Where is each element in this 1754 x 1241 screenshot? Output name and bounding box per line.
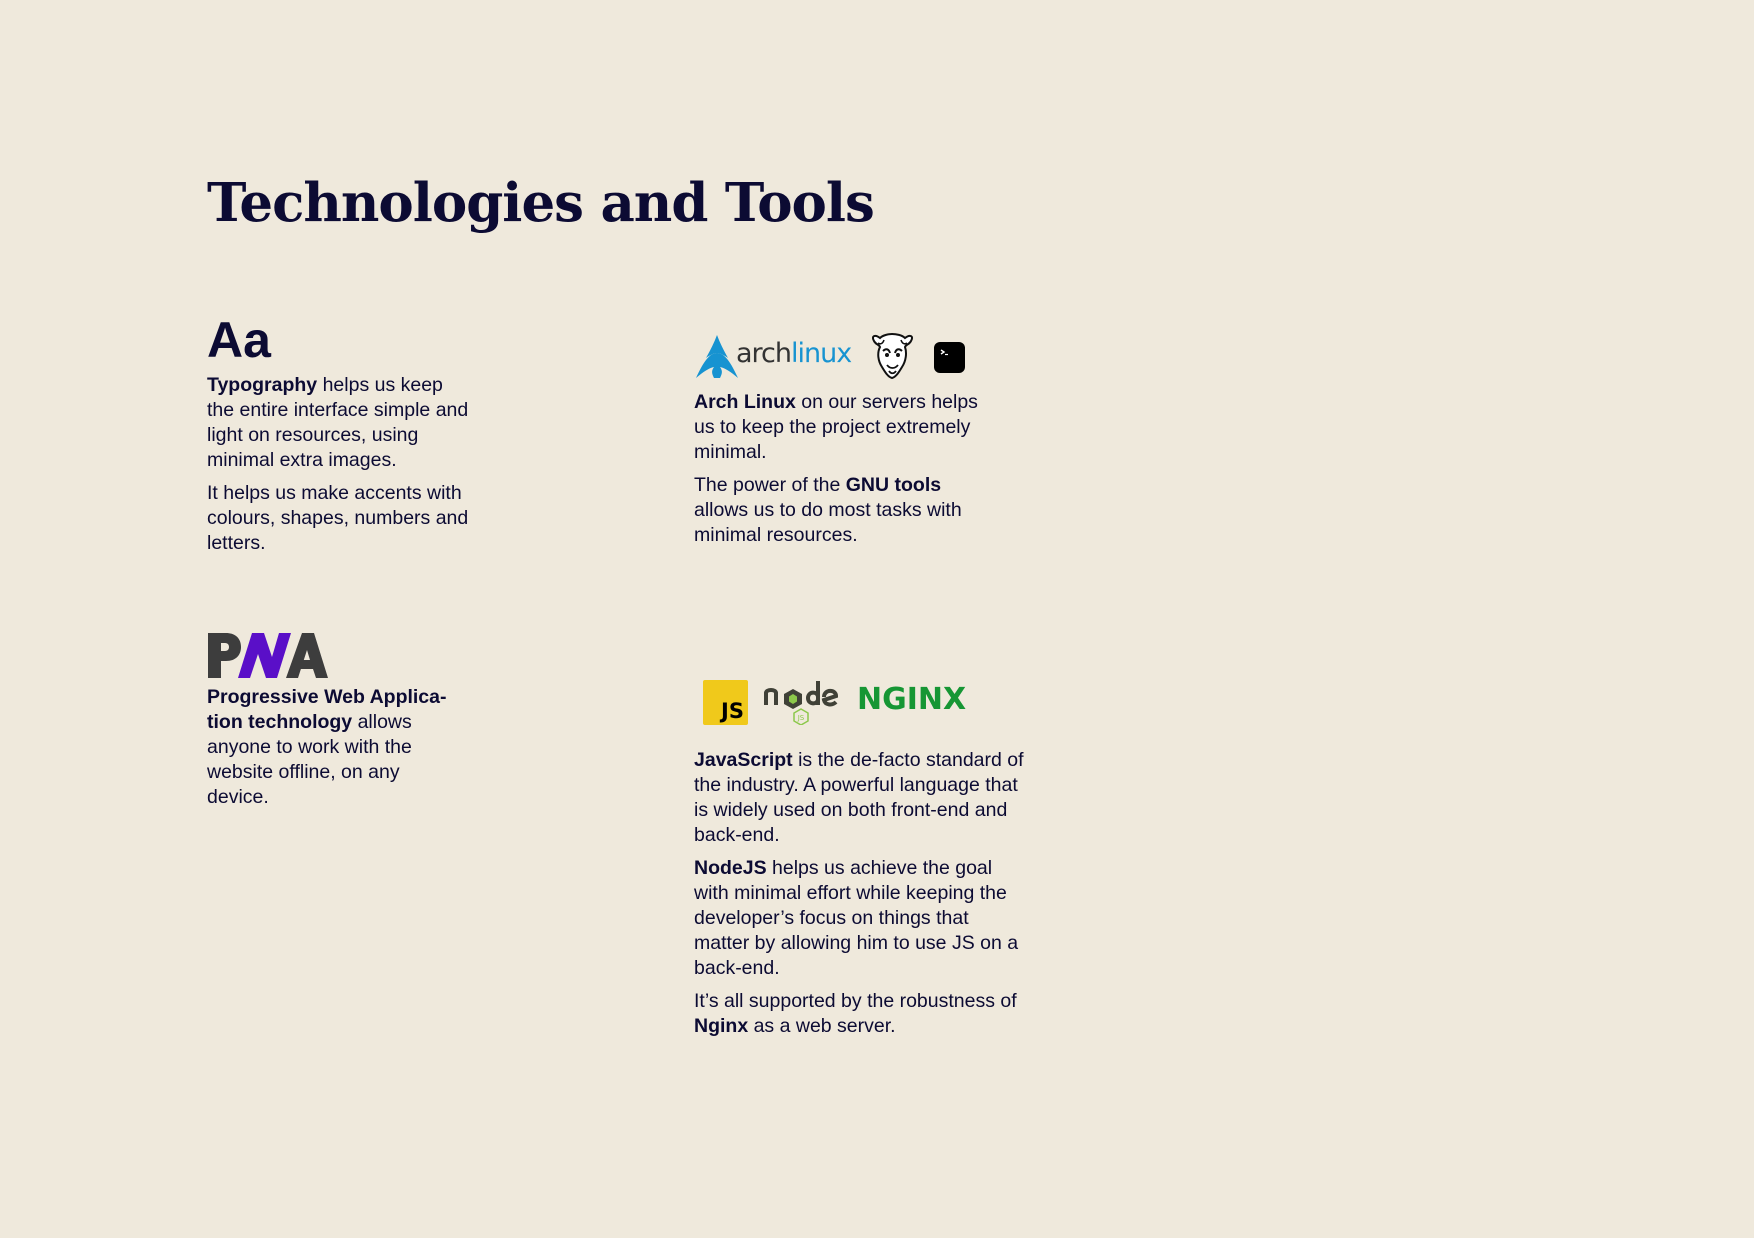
pwa-paragraph	[207, 685, 462, 810]
gnu-head-icon	[869, 333, 916, 379]
arch-linux-icon	[694, 334, 740, 380]
arch-linux-logo	[694, 334, 852, 380]
typography-desc: helps us keep the entire interface simple and light on resources, using minimal extra images.	[207, 374, 469, 471]
arch-wordmark-part2: linux	[791, 338, 852, 369]
typography-icon: Aa	[207, 312, 271, 368]
gnu-term: GNU tools	[845, 474, 942, 496]
arch-linux-wordmark	[736, 338, 851, 369]
page-title: Technologies and Tools	[207, 172, 874, 234]
javascript-logo	[703, 680, 748, 725]
nginx-paragraph	[694, 989, 1024, 1039]
arch-section	[694, 390, 984, 556]
typography-section	[207, 373, 472, 564]
nodejs-logo	[764, 679, 839, 725]
javascript-term: JavaScript	[694, 749, 793, 771]
typography-paragraph-1	[207, 373, 472, 473]
javascript-logo-text: JS	[721, 699, 744, 723]
js-stack-section	[694, 748, 1024, 1047]
typography-paragraph-2: It helps us make accents with colours, shapes, numbers and letters.	[207, 482, 469, 554]
terminal-icon	[934, 342, 965, 373]
svg-text:JS: JS	[797, 714, 805, 722]
pwa-logo	[208, 633, 328, 679]
nginx-intro: It’s all supported by the robustness of	[694, 990, 1017, 1012]
pwa-term: Progressive Web Applica-tion technology	[207, 686, 447, 733]
arch-paragraph-2	[694, 473, 984, 548]
typography-term: Typography	[207, 374, 318, 396]
nodejs-desc: helps us achieve the goal with minimal effort while keeping the developer’s focus on things that matter by allowing him to use JS on a back-end.	[694, 857, 1019, 979]
pwa-desc: allows anyone to work with the website offline, on any device.	[207, 711, 412, 808]
arch-term: Arch Linux	[694, 391, 796, 413]
nodejs-term: NodeJS	[694, 857, 767, 879]
arch-desc: on our servers helps us to keep the project extremely minimal.	[694, 391, 978, 463]
nginx-term: Nginx	[694, 1015, 749, 1037]
arch-paragraph-1	[694, 390, 984, 465]
javascript-desc: is the de-facto standard of the industry. A powerful language that is widely used on both front-end and back-end.	[694, 749, 1024, 846]
gnu-intro: The power of the	[694, 474, 846, 496]
pwa-section	[207, 685, 462, 818]
arch-wordmark-part1: arch	[736, 338, 792, 369]
nginx-desc: as a web server.	[748, 1015, 896, 1037]
javascript-paragraph	[694, 748, 1024, 848]
nodejs-paragraph	[694, 856, 1024, 981]
nginx-logo: NGINX	[857, 682, 967, 717]
gnu-desc: allows us to do most tasks with minimal resources.	[694, 499, 962, 546]
